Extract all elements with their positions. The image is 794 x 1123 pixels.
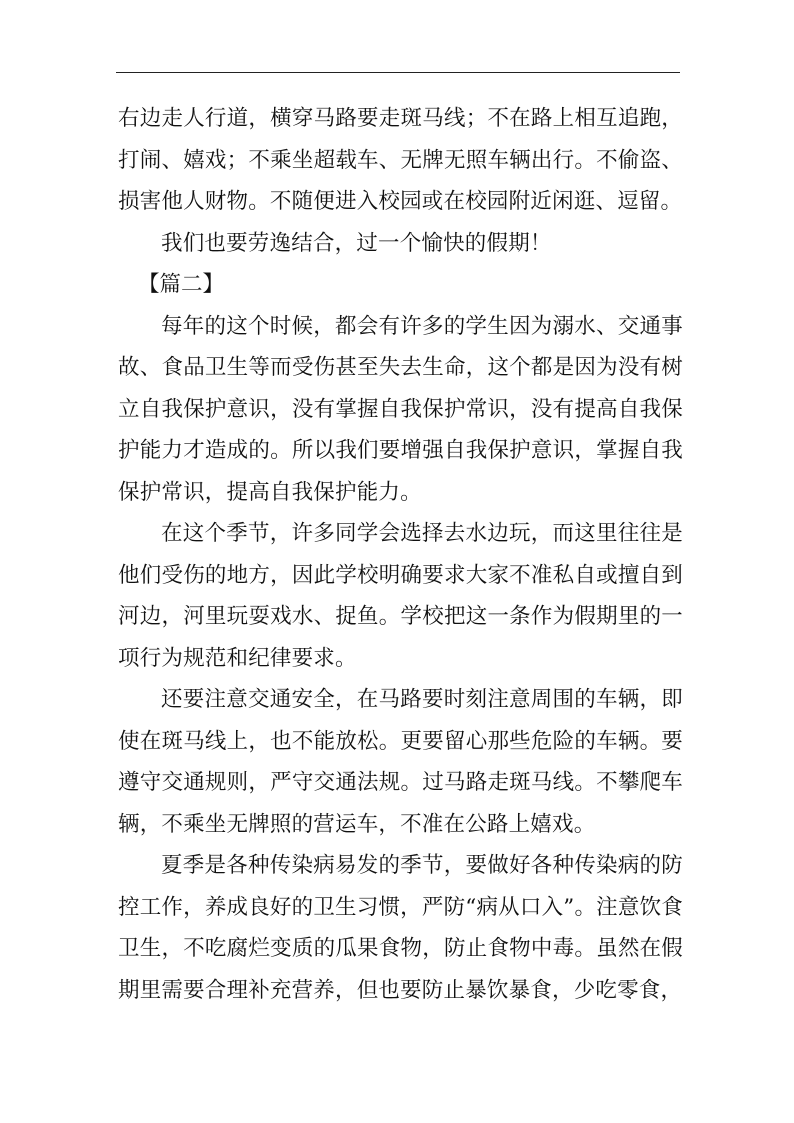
paragraph-traffic-safety: 还要注意交通安全，在马路要时刻注意周围的车辆，即使在斑马线上，也不能放松。更要留心那些危险的车辆。要遵守交通规则，严守交通法规。过马路走斑马线。不攀爬车辆，不乘坐无牌照的营运车，不准在公路上嬉戏。 <box>118 687 683 837</box>
header-rule <box>116 72 680 73</box>
paragraph-water-safety: 在这个季节，许多同学会选择去水边玩，而这里往往是他们受伤的地方，因此学校明确要求大家不准私自或擅自到河边，河里玩耍戏水、捉鱼。学校把这一条作为假期里的一项行为规范和纪律要求。 <box>118 521 683 671</box>
paragraph-closing: 我们也要劳逸结合，过一个愉快的假期！ <box>161 230 552 256</box>
paragraph-health: 夏季是各种传染病易发的季节，要做好各种传染病的防控工作，养成良好的卫生习惯，严防“病从口入”。注意饮食卫生，不吃腐烂变质的瓜果食物，防止食物中毒。虽然在假期里需要合理补充营养，但也要防止暴饮暴食，少吃零食， <box>118 853 683 1003</box>
document-body <box>118 98 683 1011</box>
paragraph-continuation: 右边走人行道，横穿马路要走斑马线；不在路上相互追跑，打闹、嬉戏；不乘坐超载车、无牌无照车辆出行。不偷盗、损害他人财物。不随便进入校园或在校园附近闲逛、逗留。 <box>118 106 683 214</box>
paragraph-self-protection: 每年的这个时候，都会有许多的学生因为溺水、交通事故、食品卫生等而受伤甚至失去生命，这个都是因为没有树立自我保护意识，没有掌握自我保护常识，没有提高自我保护能力才造成的。所以我们要增强自我保护意识，掌握自我保护常识，提高自我保护能力。 <box>118 313 683 505</box>
section-title: 【篇二】 <box>138 272 225 297</box>
